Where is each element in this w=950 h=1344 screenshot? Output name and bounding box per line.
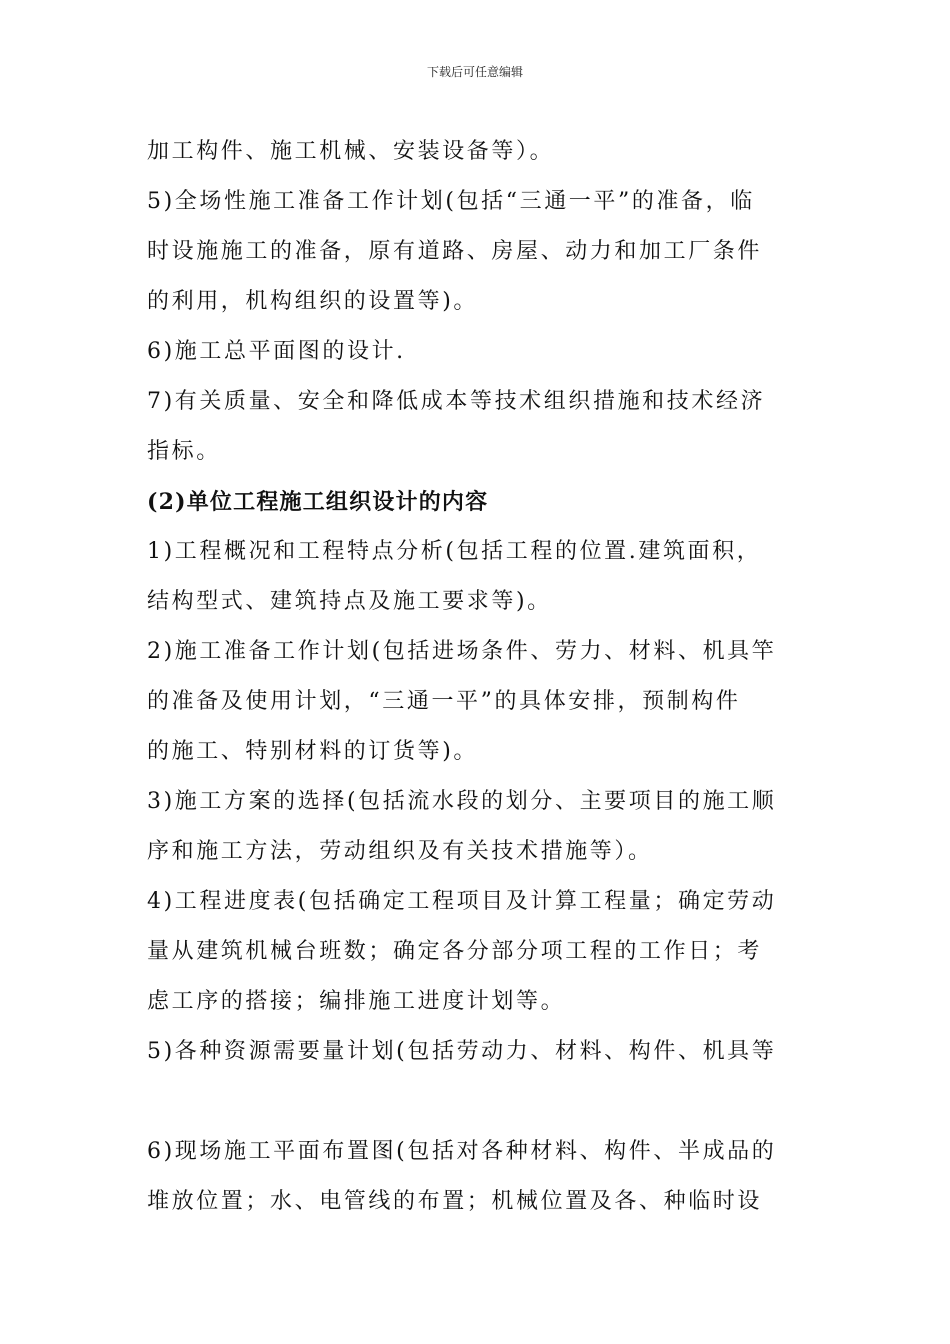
text-line: 7)有关质量、安全和降低成本等技术组织措施和技术经济 xyxy=(147,389,766,414)
blank-line xyxy=(147,1077,807,1127)
text-line: 5)各种资源需要量计划(包括劳动力、材料、构件、机具等 xyxy=(147,1039,777,1064)
text-line: 2)施工准备工作计划(包括进场条件、劳力、材料、机具竿 xyxy=(147,639,777,664)
text-line: 时设施施工的准备，原有道路、房屋、动力和加工厂条件 xyxy=(147,239,763,264)
text-line: 结构型式、建筑持点及施工要求等)。 xyxy=(147,589,552,614)
text-line: 量从建筑机械台班数；确定各分部分项工程的工作日；考 xyxy=(147,939,763,964)
text-line: 3)施工方案的选择(包括流水段的划分、主要项目的施工顺 xyxy=(147,789,777,814)
text-line: 6)现场施工平面布置图(包括对各种材料、构件、半成品的 xyxy=(147,1139,777,1164)
section-heading: (2)单位工程施工组织设计的内容 xyxy=(147,489,489,515)
text-line: 1)工程概况和工程特点分析(包括工程的位置.建筑面积， xyxy=(147,539,762,564)
text-line: 堆放位置；水、电管线的布置；机械位置及各、种临时设 xyxy=(147,1189,763,1214)
text-line: 4)工程进度表(包括确定工程项目及计算工程量；确定劳动 xyxy=(147,889,777,914)
page-header: 下载后可任意编辑 xyxy=(426,65,523,79)
text-line: 5)全场性施工准备工作计划(包括“三通一平”的准备，临 xyxy=(147,189,755,214)
text-line: 的施工、特别材料的订货等)。 xyxy=(147,739,478,764)
text-line: 加工构件、施工机械、安装设备等）。 xyxy=(147,139,555,164)
document-body xyxy=(147,127,807,1227)
text-line: 序和施工方法，劳动组织及有关技术措施等）。 xyxy=(147,839,653,864)
text-line: 6)施工总平面图的设计. xyxy=(147,339,406,364)
text-line: 的准备及使用计划，“三通一平”的具体安排，预制构件 xyxy=(147,689,741,714)
text-line: 指标。 xyxy=(147,439,221,464)
text-line: 的利用，机构组织的设置等)。 xyxy=(147,289,478,314)
text-line: 虑工序的搭接；编排施工进度计划等。 xyxy=(147,989,566,1014)
